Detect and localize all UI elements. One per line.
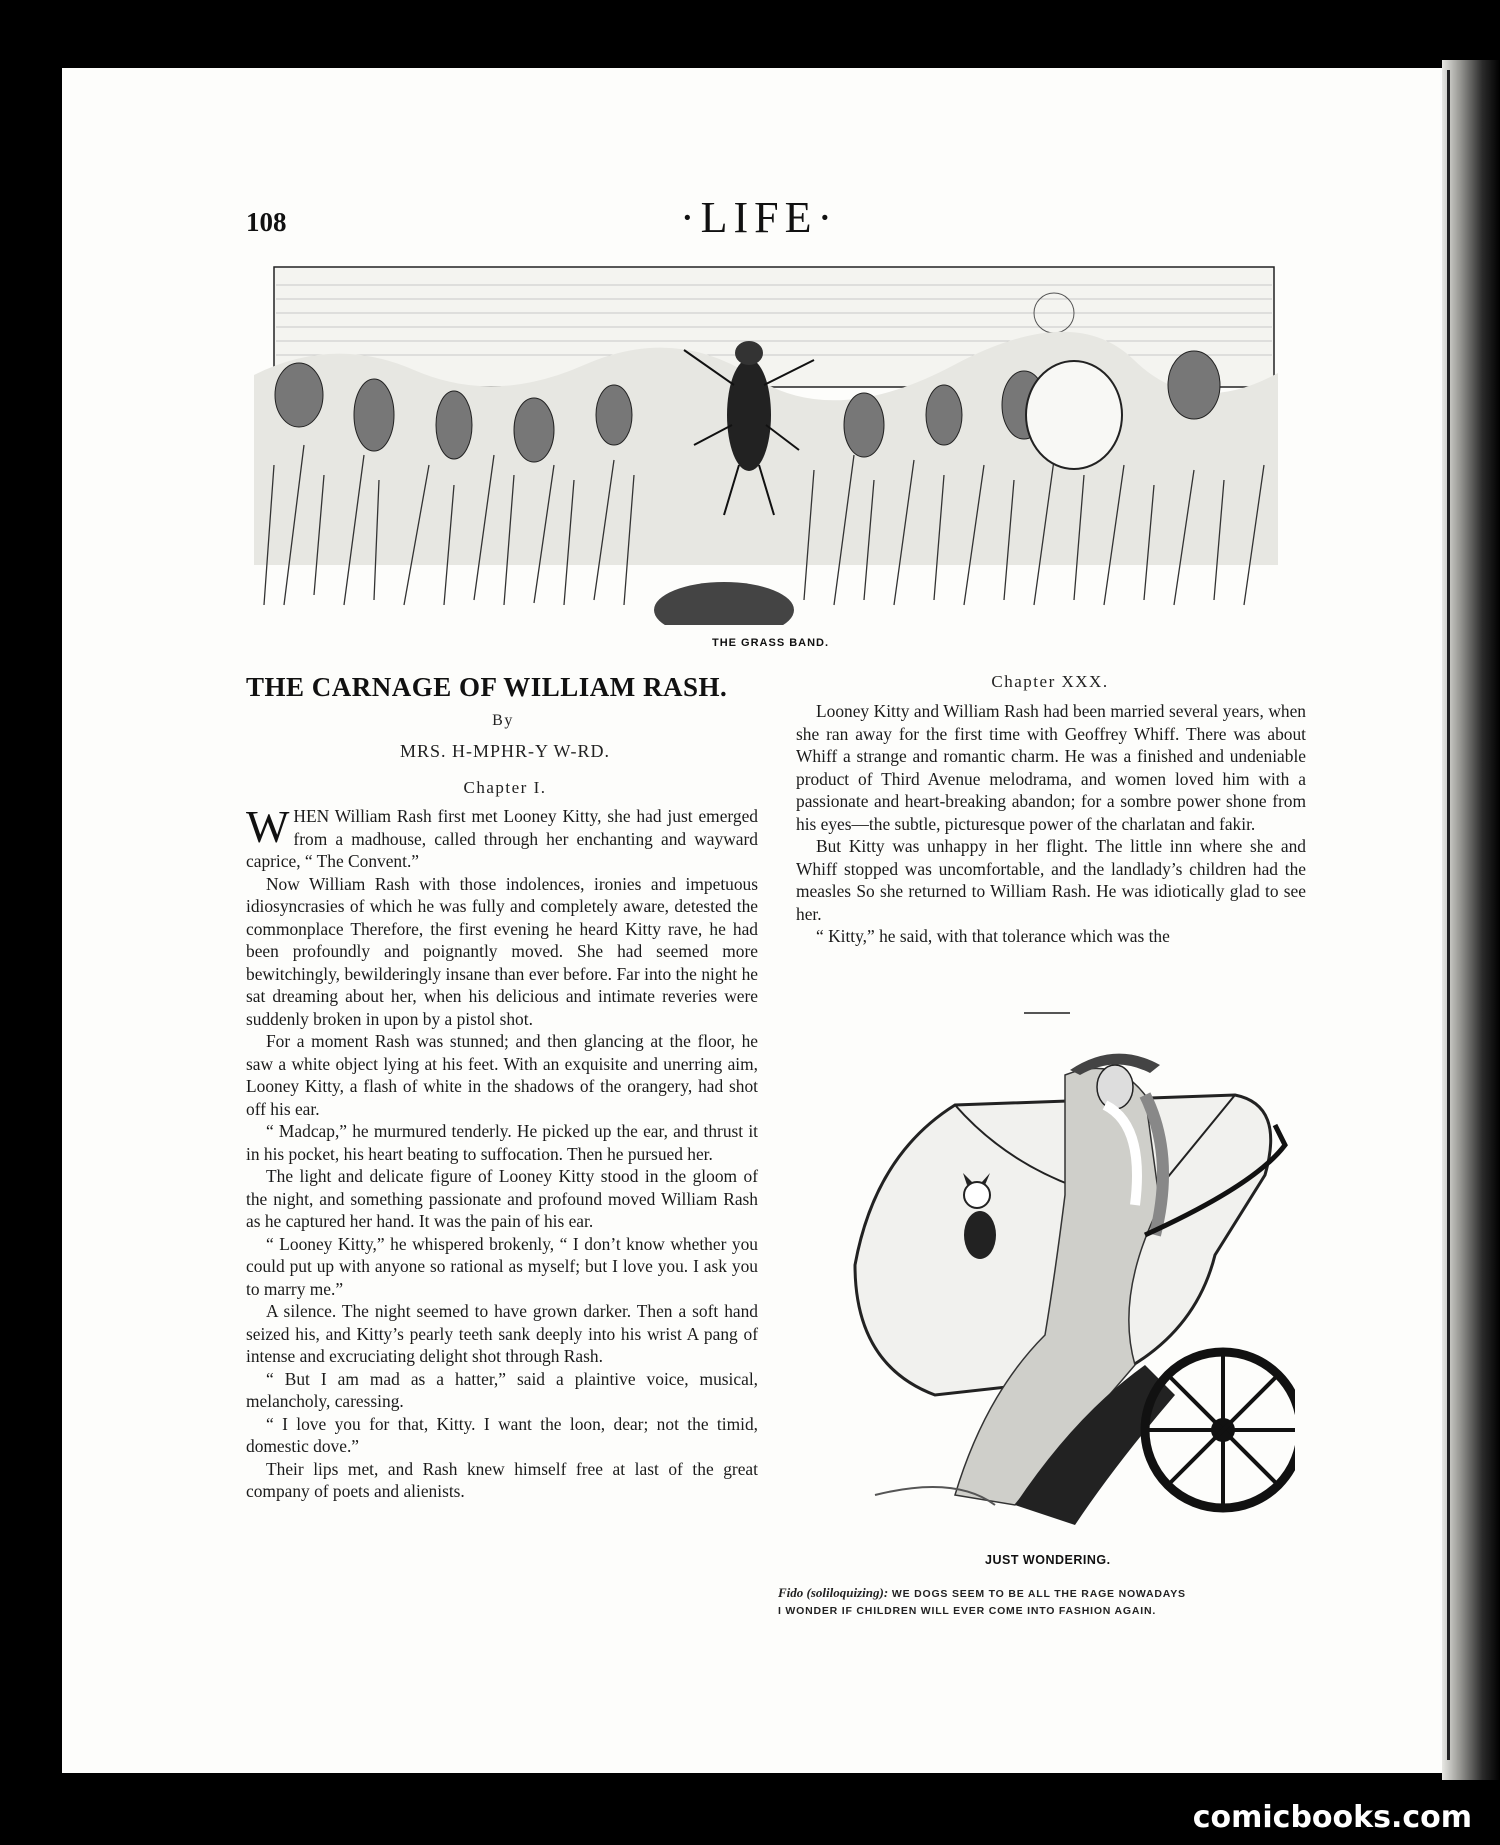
story-paragraph: “ But I am mad as a hatter,” said a plaintive voice, musical, melancholy, caressing. [246, 1368, 758, 1411]
byline-by: By [492, 712, 514, 729]
drop-cap: W [246, 801, 290, 852]
story-paragraph: For a moment Rash was stunned; and then glancing at the floor, he saw a white object lying at his feet. With an exquisite and unerring aim, Looney Kitty, a flash of white in the shadows of the orangery, had shot off his ear. [246, 1031, 758, 1119]
book-spine [1442, 60, 1500, 1780]
story-paragraph: Now William Rash with those indolences, ironies and impetuous idiosyncrasies of which he was fully and completely aware, detested the commonplace Therefore, the first evening he heard Kitty rave, he had been profoundly and poignantly moved. She had seemed more bewitchingly, bewilderingly insane than ever before. Far into the night he sat dreaming about her, when his delicious and intimate reveries were suddenly broken in upon by a pistol shot. [246, 873, 758, 1029]
chapter-one-heading: Chapter I. [463, 778, 547, 797]
site-watermark: comicbooks.com [1192, 1800, 1472, 1835]
spine-edge [1447, 70, 1450, 1760]
fido-line-2: I WONDER IF CHILDREN WILL EVER COME INTO FASHION AGAIN. [778, 1605, 1157, 1617]
left-text-column [246, 801, 758, 1503]
story-title: THE CARNAGE OF WILLIAM RASH. [246, 672, 728, 702]
story-paragraph: Their lips met, and Rash knew himself free at last of the great company of poets and alienists. [246, 1458, 758, 1501]
fido-dialogue-caption [778, 1584, 1298, 1620]
fido-line-1: WE DOGS SEEM TO BE ALL THE RAGE NOWADAYS [888, 1588, 1186, 1600]
story-paragraph: “ Kitty,” he said, with that tolerance which was the [816, 926, 1170, 946]
section-divider [1024, 1012, 1070, 1014]
just-wondering-caption: JUST WONDERING. [985, 1553, 1111, 1567]
grass-band-illustration [254, 265, 1278, 625]
story-paragraph: WHEN William Rash first met Looney Kitty, she had just emerged from a madhouse, called through her enchanting and wayward caprice, “ The Convent.” [246, 801, 758, 871]
chapter-thirty-heading: Chapter XXX. [991, 672, 1109, 691]
masthead-title: ·LIFE· [680, 193, 839, 242]
story-paragraph: But Kitty was unhappy in her flight. The little inn where she and Whiff stopped was uncomfortable, and the landlady’s children had the measles So she returned to William Rash. He was idiotically glad to see her. [796, 836, 1306, 924]
story-paragraph: The light and delicate figure of Looney Kitty stood in the gloom of the night, and something passionate and profound moved William Rash as he captured her hand. It was the pain of his ear. [246, 1166, 758, 1231]
story-author: MRS. H-MPHR-Y W-RD. [399, 741, 611, 761]
story-paragraph: “ Looney Kitty,” he whispered brokenly, “ I don’t know whether you could put up with anyone so rational as myself; but I love you. I ask you to marry me.” [246, 1233, 758, 1299]
story-paragraph: Looney Kitty and William Rash had been married several years, when she ran away for the first time with Geoffrey Whiff. There was about Whiff a strange and romantic charm. He was a finished and undeniable product of Third Avenue melodrama, and women loved him with a passionate and heart-breaking abandon; for a sombre power shone from his eyes—the subtle, picturesque power of the charlatan and fakir. [796, 701, 1306, 834]
fido-speaker: Fido (soliloquizing): [778, 1585, 889, 1600]
just-wondering-illustration [815, 1035, 1295, 1535]
page-number: 108 [246, 207, 287, 237]
right-text-column [796, 700, 1306, 948]
story-paragraph: “ Madcap,” he murmured tenderly. He picked up the ear, and thrust it in his pocket, his heart beating to suffocation. Then he pursued her. [246, 1121, 758, 1164]
story-paragraph: “ I love you for that, Kitty. I want the loon, dear; not the timid, domestic dove.” [246, 1413, 758, 1456]
story-paragraph: A silence. The night seemed to have grown darker. Then a soft hand seized his, and Kitty’s pearly teeth sank deeply into his wrist A pang of intense and excruciating delight shot through Rash. [246, 1301, 758, 1366]
grass-band-caption: THE GRASS BAND. [712, 637, 830, 649]
